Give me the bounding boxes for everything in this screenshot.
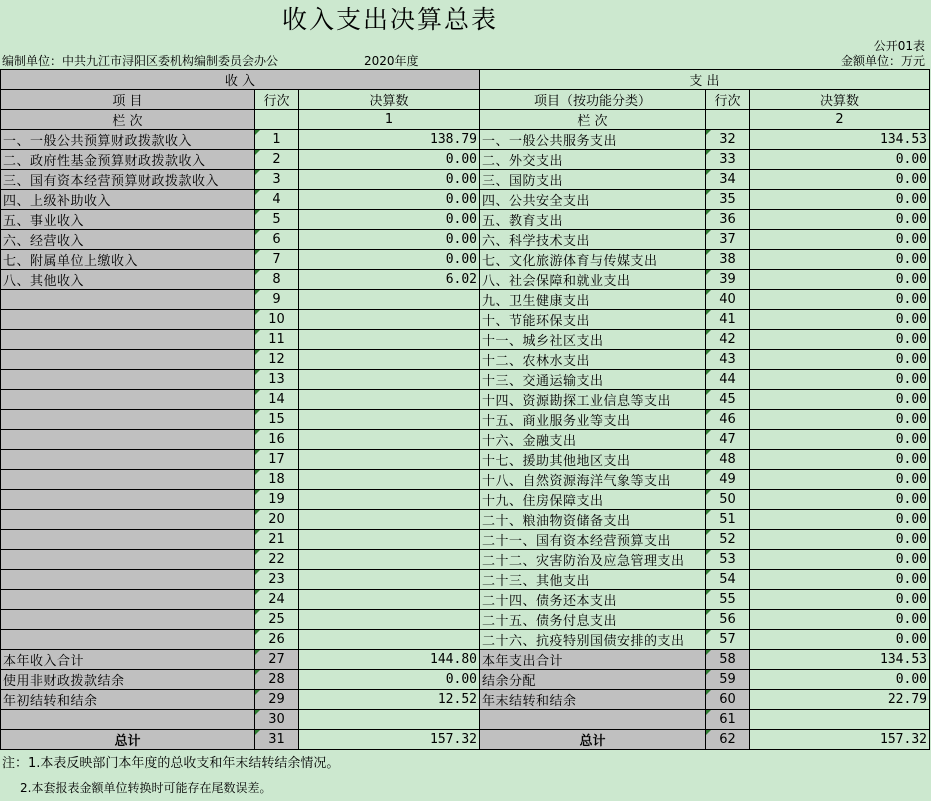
expense-item: 十、节能环保支出 — [480, 310, 706, 330]
col-index-blank-2 — [706, 110, 750, 130]
table-row — [1, 510, 930, 530]
table-row — [1, 530, 930, 550]
income-item — [1, 590, 255, 610]
expense-row-no: 35 — [706, 190, 750, 210]
notes — [2, 752, 339, 800]
expense-item: 一、一般公共服务支出 — [480, 130, 706, 150]
expense-summary-amount: 22.79 — [750, 690, 930, 710]
income-summary-item: 使用非财政拨款结余 — [1, 670, 255, 690]
table-row — [1, 130, 930, 150]
table-row — [1, 210, 930, 230]
expense-summary-row-no: 59 — [706, 670, 750, 690]
expense-amount: 0.00 — [750, 330, 930, 350]
expense-amount: 0.00 — [750, 550, 930, 570]
table-row — [1, 550, 930, 570]
money-unit: 金额单位：万元 — [840, 54, 925, 68]
income-item: 七、附属单位上缴收入 — [1, 250, 255, 270]
expense-item: 五、教育支出 — [480, 210, 706, 230]
expense-item: 八、社会保障和就业支出 — [480, 270, 706, 290]
summary-row — [1, 690, 930, 710]
page-title: 收入支出决算总表 — [281, 5, 498, 34]
table-row — [1, 170, 930, 190]
income-summary-amount: 0.00 — [299, 670, 480, 690]
expense-item: 十二、农林水支出 — [480, 350, 706, 370]
income-row-no: 7 — [255, 250, 299, 270]
income-amount — [299, 450, 480, 470]
expense-row-no: 36 — [706, 210, 750, 230]
income-row-no: 15 — [255, 410, 299, 430]
col-index-blank — [255, 110, 299, 130]
income-row-no: 17 — [255, 450, 299, 470]
expense-amount: 0.00 — [750, 390, 930, 410]
expense-item: 十四、资源勘探工业信息等支出 — [480, 390, 706, 410]
income-row-no: 6 — [255, 230, 299, 250]
income-item — [1, 550, 255, 570]
expense-row-no: 33 — [706, 150, 750, 170]
expense-item: 十八、自然资源海洋气象等支出 — [480, 470, 706, 490]
expense-amount: 0.00 — [750, 490, 930, 510]
table-row — [1, 290, 930, 310]
income-amount: 0.00 — [299, 170, 480, 190]
expense-amount: 0.00 — [750, 610, 930, 630]
table-row — [1, 230, 930, 250]
expense-row-no: 48 — [706, 450, 750, 470]
income-item — [1, 630, 255, 650]
expense-summary-item: 结余分配 — [480, 670, 706, 690]
income-amount — [299, 290, 480, 310]
income-item — [1, 490, 255, 510]
expense-row-no: 49 — [706, 470, 750, 490]
expense-header: 支 出 — [480, 70, 930, 90]
unit-line — [2, 53, 929, 69]
expense-summary-row-no: 61 — [706, 710, 750, 730]
income-summary-row-no: 27 — [255, 650, 299, 670]
income-item — [1, 510, 255, 530]
income-amount — [299, 590, 480, 610]
table-row — [1, 330, 930, 350]
form-code: 公开01表 — [873, 39, 925, 53]
expense-amount: 0.00 — [750, 630, 930, 650]
expense-item: 十七、援助其他地区支出 — [480, 450, 706, 470]
income-row-no: 21 — [255, 530, 299, 550]
income-amount — [299, 550, 480, 570]
income-amount — [299, 330, 480, 350]
income-row-no: 8 — [255, 270, 299, 290]
expense-amount: 0.00 — [750, 250, 930, 270]
expense-row-no: 39 — [706, 270, 750, 290]
income-row-no: 3 — [255, 170, 299, 190]
income-amount: 6.02 — [299, 270, 480, 290]
income-item — [1, 370, 255, 390]
expense-amount: 0.00 — [750, 190, 930, 210]
col-income-no: 行次 — [255, 90, 299, 110]
income-row-no: 14 — [255, 390, 299, 410]
income-row-no: 12 — [255, 350, 299, 370]
income-summary-amount: 157.32 — [299, 730, 480, 750]
income-amount — [299, 630, 480, 650]
expense-item: 二十二、灾害防治及应急管理支出 — [480, 550, 706, 570]
expense-summary-item: 年末结转和结余 — [480, 690, 706, 710]
expense-amount: 0.00 — [750, 170, 930, 190]
table-row — [1, 350, 930, 370]
expense-amount: 0.00 — [750, 310, 930, 330]
col-index-2: 2 — [750, 110, 930, 130]
income-row-no: 23 — [255, 570, 299, 590]
income-item — [1, 530, 255, 550]
income-row-no: 24 — [255, 590, 299, 610]
table-row — [1, 250, 930, 270]
expense-item: 二、外交支出 — [480, 150, 706, 170]
income-amount — [299, 490, 480, 510]
income-row-no: 11 — [255, 330, 299, 350]
income-summary-row-no: 28 — [255, 670, 299, 690]
col-expense-no: 行次 — [706, 90, 750, 110]
income-row-no: 16 — [255, 430, 299, 450]
expense-row-no: 45 — [706, 390, 750, 410]
expense-row-no: 42 — [706, 330, 750, 350]
income-summary-row-no: 29 — [255, 690, 299, 710]
expense-item: 二十六、抗疫特别国债安排的支出 — [480, 630, 706, 650]
expense-row-no: 46 — [706, 410, 750, 430]
income-item: 二、政府性基金预算财政拨款收入 — [1, 150, 255, 170]
income-amount: 0.00 — [299, 210, 480, 230]
income-row-no: 5 — [255, 210, 299, 230]
income-item — [1, 470, 255, 490]
expense-row-no: 57 — [706, 630, 750, 650]
expense-amount: 0.00 — [750, 210, 930, 230]
expense-item: 十三、交通运输支出 — [480, 370, 706, 390]
expense-row-no: 47 — [706, 430, 750, 450]
expense-amount: 0.00 — [750, 150, 930, 170]
expense-amount: 0.00 — [750, 290, 930, 310]
income-row-no: 26 — [255, 630, 299, 650]
expense-amount: 0.00 — [750, 510, 930, 530]
table-row — [1, 190, 930, 210]
income-amount — [299, 530, 480, 550]
income-row-no: 19 — [255, 490, 299, 510]
table-row — [1, 470, 930, 490]
expense-row-no: 52 — [706, 530, 750, 550]
note-1: 注：1.本表反映部门本年度的总收支和年末结转结余情况。 — [2, 756, 340, 771]
income-amount: 138.79 — [299, 130, 480, 150]
income-amount: 0.00 — [299, 250, 480, 270]
income-amount: 0.00 — [299, 230, 480, 250]
col-income-item: 项 目 — [1, 90, 255, 110]
expense-row-no: 38 — [706, 250, 750, 270]
expense-amount: 0.00 — [750, 570, 930, 590]
expense-amount: 0.00 — [750, 470, 930, 490]
expense-amount: 0.00 — [750, 430, 930, 450]
col-index-1: 1 — [299, 110, 480, 130]
expense-row-no: 56 — [706, 610, 750, 630]
income-item — [1, 350, 255, 370]
expense-summary-amount: 134.53 — [750, 650, 930, 670]
income-amount — [299, 570, 480, 590]
summary-row — [1, 730, 930, 750]
expense-row-no: 34 — [706, 170, 750, 190]
income-row-no: 18 — [255, 470, 299, 490]
income-item — [1, 290, 255, 310]
income-item: 五、事业收入 — [1, 210, 255, 230]
income-item: 八、其他收入 — [1, 270, 255, 290]
income-item — [1, 330, 255, 350]
expense-item: 二十、粮油物资储备支出 — [480, 510, 706, 530]
expense-amount: 0.00 — [750, 270, 930, 290]
expense-summary-amount: 157.32 — [750, 730, 930, 750]
income-amount: 0.00 — [299, 150, 480, 170]
expense-row-no: 32 — [706, 130, 750, 150]
summary-row — [1, 710, 930, 730]
expense-amount: 0.00 — [750, 370, 930, 390]
income-row-no: 9 — [255, 290, 299, 310]
income-summary-item — [1, 710, 255, 730]
col-expense-item: 项目（按功能分类） — [480, 90, 706, 110]
expense-item: 十九、住房保障支出 — [480, 490, 706, 510]
expense-item: 七、文化旅游体育与传媒支出 — [480, 250, 706, 270]
expense-summary-row-no: 60 — [706, 690, 750, 710]
expense-summary-amount — [750, 710, 930, 730]
org-unit: 编制单位：中共九江市浔阳区委机构编制委员会办公 — [2, 54, 279, 68]
income-amount — [299, 430, 480, 450]
expense-amount: 0.00 — [750, 410, 930, 430]
table-row — [1, 430, 930, 450]
income-row-no: 22 — [255, 550, 299, 570]
summary-row — [1, 670, 930, 690]
expense-summary-amount: 0.00 — [750, 670, 930, 690]
income-row-no: 1 — [255, 130, 299, 150]
income-amount — [299, 410, 480, 430]
expense-amount: 134.53 — [750, 130, 930, 150]
income-amount: 0.00 — [299, 190, 480, 210]
table-row — [1, 310, 930, 330]
income-amount — [299, 310, 480, 330]
income-item — [1, 450, 255, 470]
summary-table — [0, 69, 930, 750]
table-row — [1, 150, 930, 170]
expense-summary-row-no: 58 — [706, 650, 750, 670]
income-header: 收 入 — [1, 70, 480, 90]
income-amount — [299, 510, 480, 530]
expense-row-no: 51 — [706, 510, 750, 530]
table-row — [1, 630, 930, 650]
income-item — [1, 570, 255, 590]
income-row-no: 25 — [255, 610, 299, 630]
expense-item: 二十一、国有资本经营预算支出 — [480, 530, 706, 550]
expense-item: 六、科学技术支出 — [480, 230, 706, 250]
expense-row-no: 37 — [706, 230, 750, 250]
expense-amount: 0.00 — [750, 350, 930, 370]
expense-item: 九、卫生健康支出 — [480, 290, 706, 310]
income-summary-amount — [299, 710, 480, 730]
income-summary-amount: 144.80 — [299, 650, 480, 670]
expense-row-no: 40 — [706, 290, 750, 310]
table-row — [1, 450, 930, 470]
income-summary-item: 总计 — [1, 730, 255, 750]
income-item — [1, 610, 255, 630]
income-item: 一、一般公共预算财政拨款收入 — [1, 130, 255, 150]
income-row-no: 13 — [255, 370, 299, 390]
expense-item: 十五、商业服务业等支出 — [480, 410, 706, 430]
note-2: 2.本套报表金额单位转换时可能存在尾数误差。 — [20, 781, 272, 795]
income-item — [1, 430, 255, 450]
expense-row-no: 43 — [706, 350, 750, 370]
expense-item: 二十三、其他支出 — [480, 570, 706, 590]
income-amount — [299, 390, 480, 410]
income-item: 四、上级补助收入 — [1, 190, 255, 210]
income-item: 三、国有资本经营预算财政拨款收入 — [1, 170, 255, 190]
income-summary-item: 年初结转和结余 — [1, 690, 255, 710]
table-row — [1, 610, 930, 630]
income-summary-row-no: 31 — [255, 730, 299, 750]
expense-item: 十一、城乡社区支出 — [480, 330, 706, 350]
expense-item: 二十五、债务付息支出 — [480, 610, 706, 630]
income-amount — [299, 350, 480, 370]
income-amount — [299, 470, 480, 490]
income-row-no: 2 — [255, 150, 299, 170]
income-summary-amount: 12.52 — [299, 690, 480, 710]
income-amount — [299, 610, 480, 630]
expense-row-no: 53 — [706, 550, 750, 570]
income-row-no: 4 — [255, 190, 299, 210]
expense-item: 四、公共安全支出 — [480, 190, 706, 210]
expense-item: 二十四、债务还本支出 — [480, 590, 706, 610]
expense-summary-item: 总计 — [480, 730, 706, 750]
table-row — [1, 410, 930, 430]
col-index-label-2: 栏 次 — [480, 110, 706, 130]
income-summary-row-no: 30 — [255, 710, 299, 730]
expense-summary-item: 本年支出合计 — [480, 650, 706, 670]
expense-item: 十六、金融支出 — [480, 430, 706, 450]
expense-amount: 0.00 — [750, 230, 930, 250]
col-expense-amount: 决算数 — [750, 90, 930, 110]
table-row — [1, 390, 930, 410]
income-row-no: 20 — [255, 510, 299, 530]
table-row — [1, 370, 930, 390]
expense-summary-row-no: 62 — [706, 730, 750, 750]
expense-row-no: 41 — [706, 310, 750, 330]
table-row — [1, 590, 930, 610]
table-row — [1, 490, 930, 510]
expense-row-no: 44 — [706, 370, 750, 390]
expense-amount: 0.00 — [750, 530, 930, 550]
income-summary-item: 本年收入合计 — [1, 650, 255, 670]
expense-item: 三、国防支出 — [480, 170, 706, 190]
expense-row-no: 54 — [706, 570, 750, 590]
income-row-no: 10 — [255, 310, 299, 330]
col-income-amount: 决算数 — [299, 90, 480, 110]
income-amount — [299, 370, 480, 390]
expense-row-no: 55 — [706, 590, 750, 610]
expense-amount: 0.00 — [750, 590, 930, 610]
expense-amount: 0.00 — [750, 450, 930, 470]
col-index-label: 栏 次 — [1, 110, 255, 130]
income-item — [1, 390, 255, 410]
summary-row — [1, 650, 930, 670]
report-year: 2020年度 — [364, 54, 419, 68]
table-row — [1, 270, 930, 290]
table-row — [1, 570, 930, 590]
expense-summary-item — [480, 710, 706, 730]
expense-row-no: 50 — [706, 490, 750, 510]
income-item: 六、经营收入 — [1, 230, 255, 250]
income-item — [1, 410, 255, 430]
income-item — [1, 310, 255, 330]
